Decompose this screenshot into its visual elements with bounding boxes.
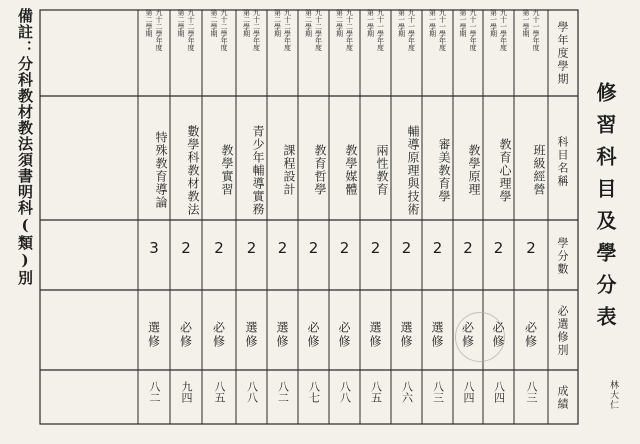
cell-year-term: 九十二學年度第二學期 bbox=[335, 9, 354, 51]
cell-credits: 2 bbox=[181, 239, 191, 257]
cell-course: 審美教育學 bbox=[437, 137, 451, 203]
cell-required-elective: 選修 bbox=[146, 321, 161, 349]
cell-required-elective: 必修 bbox=[211, 321, 226, 349]
cell-credits: 2 bbox=[277, 239, 288, 257]
cell-grade: 八五 bbox=[369, 381, 383, 403]
cell-year-term: 九十一學年度第一學期 bbox=[489, 9, 508, 51]
cell-course: 教學媒體 bbox=[344, 144, 358, 196]
cell-required-elective: 選修 bbox=[275, 321, 289, 349]
cell-course: 輔導原理與技術 bbox=[406, 124, 420, 216]
header-grade: 成績 bbox=[556, 385, 569, 411]
cell-grade: 九四 bbox=[180, 381, 193, 403]
cell-year-term: 九十一學年度第一學期 bbox=[459, 9, 477, 51]
cell-grade: 八二 bbox=[148, 381, 161, 403]
cell-required-elective: 選修 bbox=[368, 321, 382, 349]
cell-course: 班級經營 bbox=[532, 144, 546, 196]
header-year-term: 學年度學期 bbox=[556, 20, 569, 86]
header-course-name: 科目名稱 bbox=[556, 136, 569, 188]
cell-course: 教學實習 bbox=[220, 144, 234, 196]
cell-year-term: 九十二學年度第二學期 bbox=[273, 9, 292, 51]
cell-grade: 八七 bbox=[307, 381, 321, 403]
cell-credits: 3 bbox=[149, 239, 159, 257]
signer-name: 林大仁 bbox=[608, 380, 618, 410]
cell-credits: 2 bbox=[308, 239, 319, 257]
cell-required-elective: 必修 bbox=[306, 321, 320, 349]
cell-course: 青少年輔導實務 bbox=[251, 124, 265, 216]
cell-grade: 八三 bbox=[431, 381, 445, 403]
cell-required-elective: 選修 bbox=[244, 321, 258, 349]
cell-required-elective: 選修 bbox=[430, 321, 444, 349]
cell-credits: 2 bbox=[339, 239, 350, 257]
cell-grade: 八八 bbox=[245, 381, 259, 403]
cell-required-elective: 選修 bbox=[399, 321, 413, 349]
cell-credits: 2 bbox=[526, 239, 536, 257]
cell-course: 教學原理 bbox=[467, 144, 481, 196]
page-title: 修習科目及學分表 bbox=[593, 82, 617, 338]
cell-credits: 2 bbox=[401, 239, 412, 257]
cell-year-term: 九十一學年度第一學期 bbox=[366, 9, 385, 51]
cell-credits: 2 bbox=[493, 239, 504, 257]
cell-grade: 八四 bbox=[462, 381, 475, 403]
cell-year-term: 九十一學年度第一學期 bbox=[397, 9, 416, 51]
cell-grade: 八三 bbox=[525, 381, 538, 403]
cell-year-term: 九十一學年度第一學期 bbox=[522, 9, 540, 51]
cell-grade: 八八 bbox=[338, 381, 352, 403]
cell-year-term: 九十二學年度第二學期 bbox=[242, 9, 261, 51]
cell-required-elective: 必修 bbox=[337, 321, 351, 349]
cell-year-term: 九十二學年度第二學期 bbox=[177, 9, 195, 51]
cell-year-term: 九十一學年度第一學期 bbox=[428, 9, 447, 51]
cell-year-term: 九十二學年度第二學期 bbox=[210, 9, 228, 51]
cell-credits: 2 bbox=[370, 239, 381, 257]
cell-credits: 2 bbox=[432, 239, 443, 257]
cell-course: 特殊教育導論 bbox=[154, 131, 168, 209]
cell-year-term: 九十二學年度第二學期 bbox=[304, 9, 323, 51]
remark-note: 備註：分科教材教法須書明科(類)別 bbox=[16, 8, 34, 286]
cell-grade: 八四 bbox=[492, 381, 506, 403]
cell-year-term: 九十二學年度第二學期 bbox=[145, 9, 163, 51]
cell-course: 教育心理學 bbox=[498, 137, 512, 203]
cell-required-elective: 必修 bbox=[178, 321, 193, 349]
cell-required-elective: 必修 bbox=[460, 321, 475, 349]
cell-grade: 八二 bbox=[276, 381, 290, 403]
cell-course: 課程設計 bbox=[282, 144, 296, 196]
cell-credits: 2 bbox=[214, 239, 224, 257]
cell-credits: 2 bbox=[463, 239, 473, 257]
cell-course: 教育哲學 bbox=[313, 144, 327, 196]
cell-course: 數學科教材教法 bbox=[186, 124, 200, 216]
header-credits: 學分數 bbox=[556, 236, 569, 276]
cell-credits: 2 bbox=[246, 239, 257, 257]
cell-required-elective: 必修 bbox=[491, 321, 505, 349]
header-required-elective: 必選修別 bbox=[556, 305, 569, 357]
cell-grade: 八六 bbox=[400, 381, 414, 403]
cell-required-elective: 必修 bbox=[523, 321, 538, 349]
cell-course: 兩性教育 bbox=[375, 144, 389, 196]
cell-grade: 八五 bbox=[213, 381, 226, 403]
